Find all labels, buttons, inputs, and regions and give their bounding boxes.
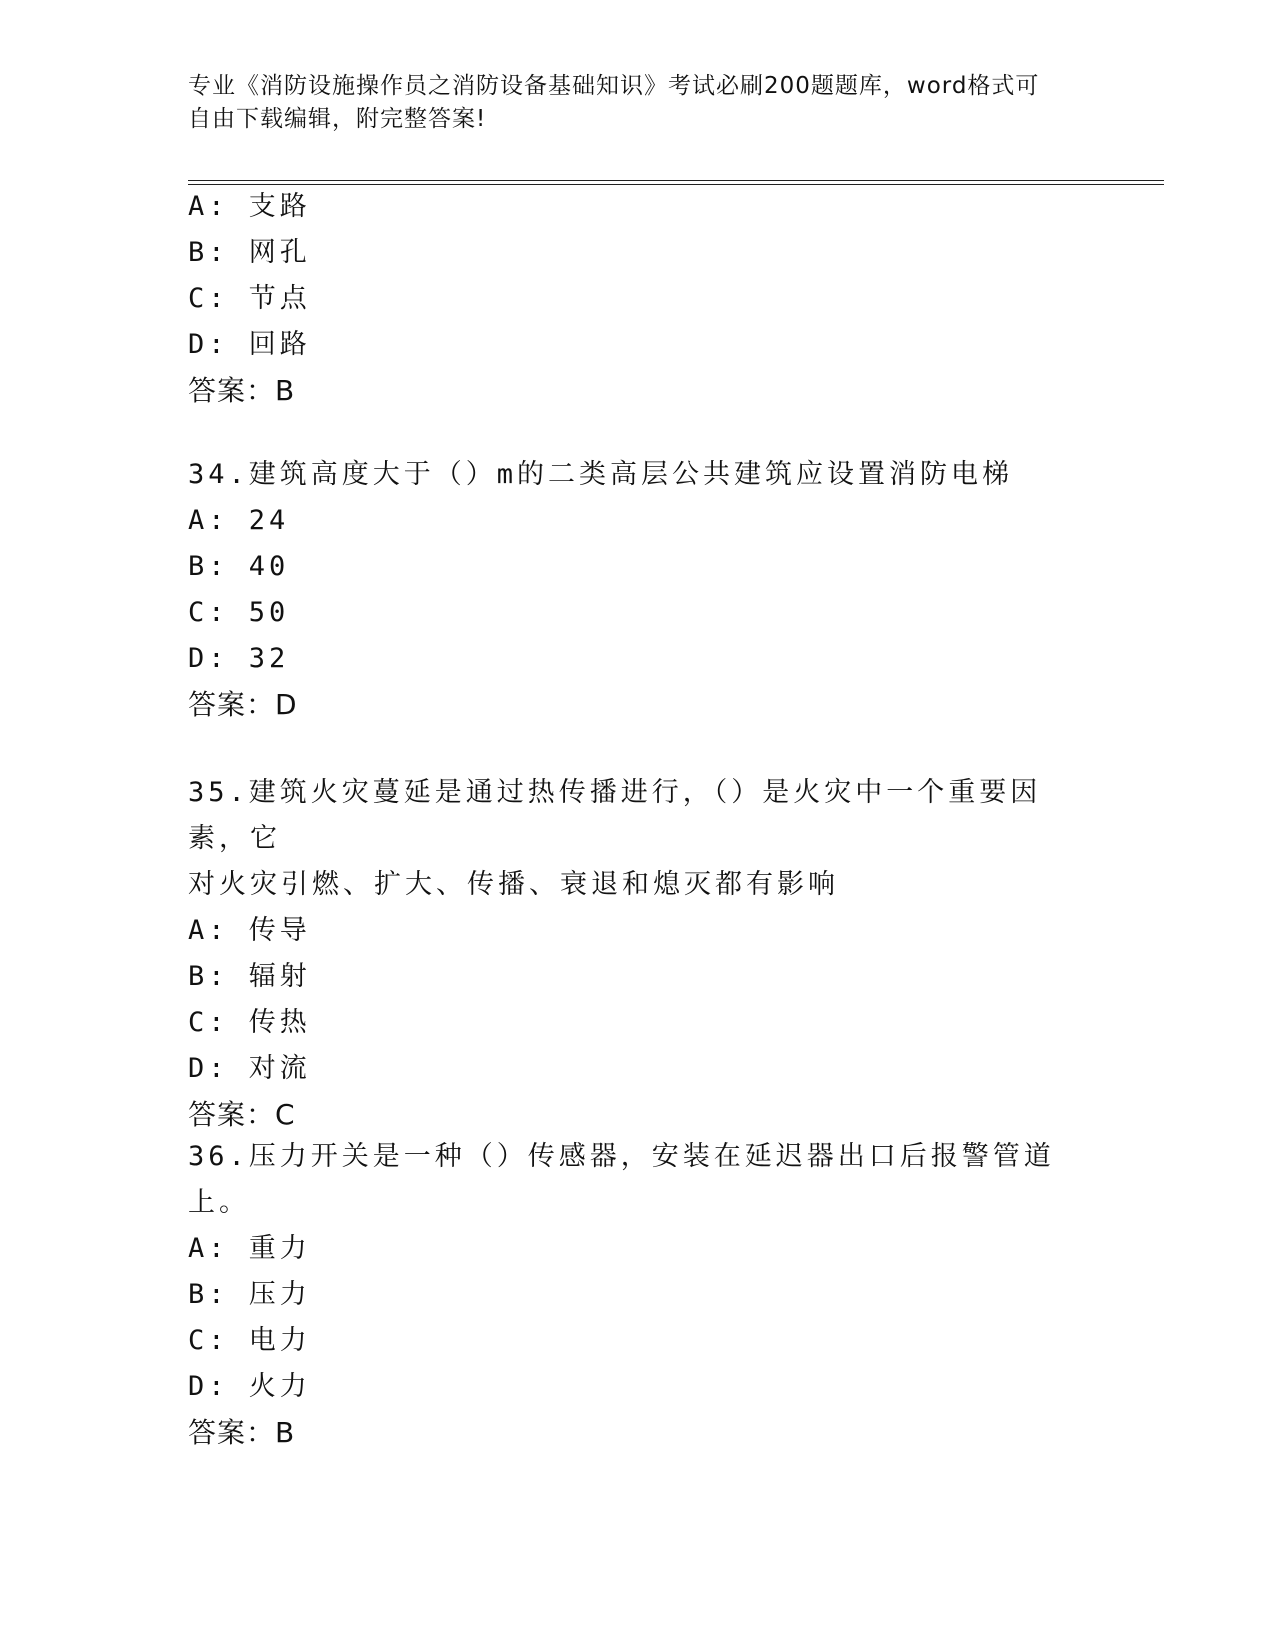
question-33 (188, 184, 1088, 414)
question-stem: 34.建筑高度大于（）m的二类高层公共建筑应设置消防电梯 (188, 459, 1014, 490)
option-c: C: 传热 (188, 1007, 311, 1038)
question-34 (188, 452, 1088, 728)
option-a: A: 重力 (188, 1233, 311, 1264)
option-a: A: 支路 (188, 191, 311, 222)
option-c: C: 节点 (188, 283, 311, 314)
answer: 答案：C (188, 1098, 296, 1131)
option-c: C: 电力 (188, 1325, 311, 1356)
option-c: C: 50 (188, 597, 290, 628)
answer: 答案：B (188, 374, 296, 407)
option-a: A: 24 (188, 505, 290, 536)
option-b: B: 辐射 (188, 961, 311, 992)
option-b: B: 压力 (188, 1279, 311, 1310)
header-line-2: 自由下载编辑，附完整答案! (188, 106, 487, 132)
option-d: D: 32 (188, 643, 290, 674)
answer: 答案：B (188, 1416, 296, 1449)
question-36 (188, 1134, 1088, 1456)
question-stem-line-1: 35.建筑火灾蔓延是通过热传播进行，（）是火灾中一个重要因素，它 (188, 777, 1042, 854)
document-header (188, 70, 1068, 136)
option-b: B: 40 (188, 551, 290, 582)
answer: 答案：D (188, 688, 298, 721)
option-a: A: 传导 (188, 915, 311, 946)
question-stem: 36.压力开关是一种（）传感器，安装在延迟器出口后报警管道上。 (188, 1141, 1055, 1218)
option-b: B: 网孔 (188, 237, 311, 268)
header-divider-top (188, 180, 1164, 181)
question-35 (188, 770, 1088, 1138)
question-stem-line-2: 对火灾引燃、扩大、传播、衰退和熄灭都有影响 (188, 869, 839, 900)
header-line-1: 专业《消防设施操作员之消防设备基础知识》考试必刷200题题库，word格式可 (188, 73, 1040, 99)
option-d: D: 回路 (188, 329, 311, 360)
option-d: D: 火力 (188, 1371, 311, 1402)
option-d: D: 对流 (188, 1053, 311, 1084)
